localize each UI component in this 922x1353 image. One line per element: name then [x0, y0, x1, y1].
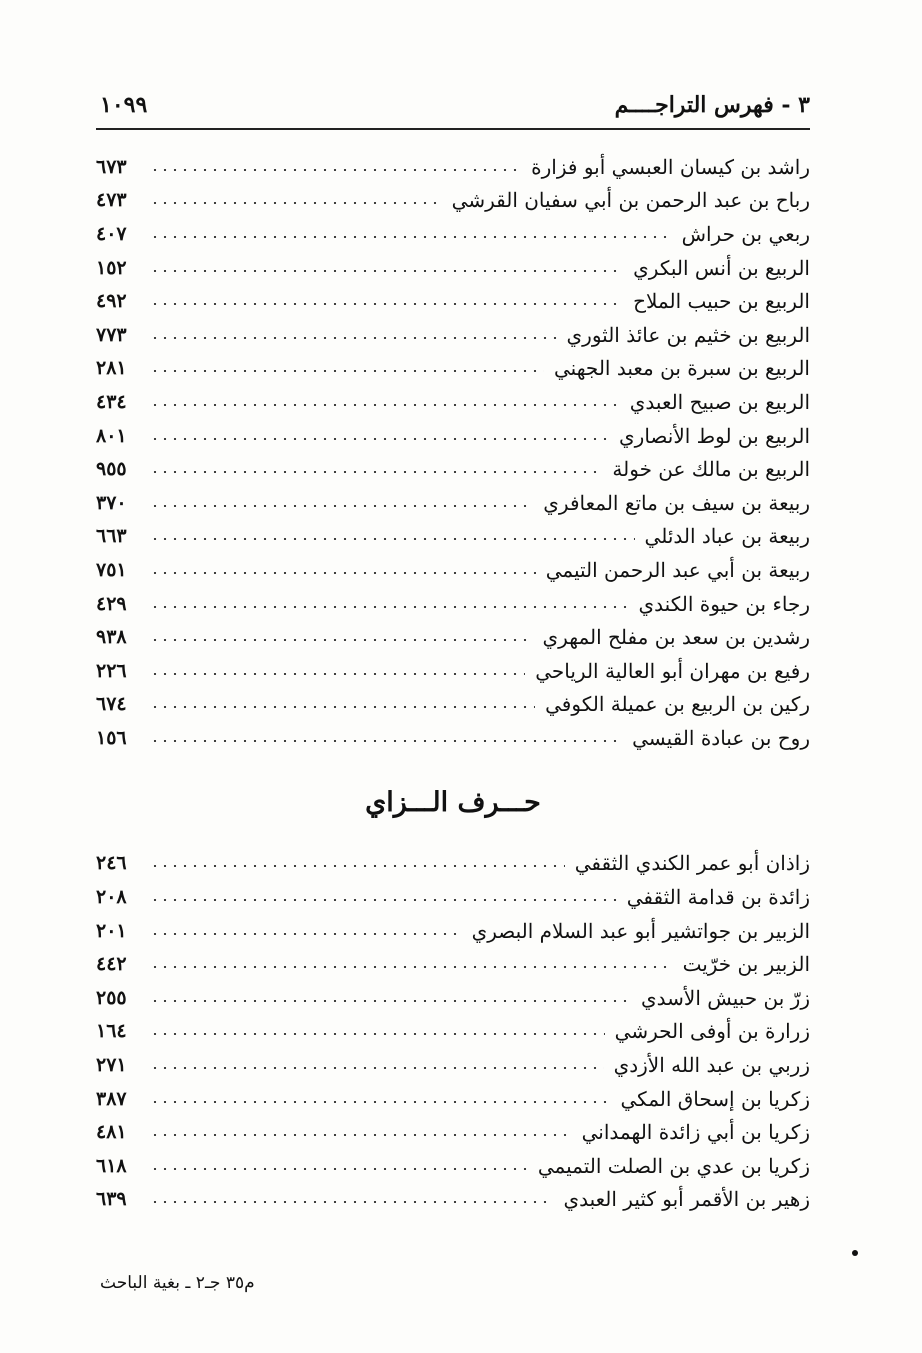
index-entry [96, 553, 810, 587]
entry-name: رباح بن عبد الرحمن بن أبي سفيان القرشي [451, 188, 810, 213]
entries-list-zay [96, 847, 810, 1217]
dot-leader [150, 865, 565, 867]
entries-list-ra [96, 150, 810, 755]
dot-leader [150, 1101, 610, 1103]
dot-leader [150, 1201, 553, 1203]
entry-page-number: ٣٧٠ [96, 491, 127, 514]
index-entry [96, 688, 810, 722]
dot-leader [150, 169, 521, 171]
entry-name: زكريا بن إسحاق المكي [620, 1086, 810, 1111]
dot-leader [150, 1033, 605, 1035]
entry-name: الزبير بن جواتشير أبو عبد السلام البصري [471, 918, 810, 943]
index-entry [96, 251, 810, 285]
dot-leader [150, 572, 536, 574]
dot-leader [150, 899, 617, 901]
dot-leader [150, 236, 672, 238]
entry-page-number: ٦٧٤ [96, 693, 127, 716]
entry-page-number: ٤٢٩ [96, 592, 127, 615]
entry-page-number: ٤٨١ [96, 1121, 127, 1144]
entry-name: الربيع بن أنس البكري [633, 255, 810, 280]
entry-page-number: ٤٧٣ [96, 189, 127, 212]
index-entry [96, 587, 810, 621]
entry-name: راشد بن كيسان العبسي أبو فزارة [531, 154, 810, 179]
entry-name: زهير بن الأقمر أبو كثير العبدي [563, 1187, 810, 1212]
entry-page-number: ٨٠١ [96, 424, 127, 447]
index-entry [96, 486, 810, 520]
index-entry [96, 1115, 810, 1149]
dot-leader [150, 706, 535, 708]
index-entry [96, 217, 810, 251]
index-entry [96, 452, 810, 486]
entry-name: رجاء بن حيوة الكندي [638, 591, 810, 616]
entry-page-number: ٣٨٧ [96, 1087, 127, 1110]
entry-name: زرّ بن حبيش الأسدي [641, 985, 810, 1010]
index-entry [96, 880, 810, 914]
index-entry [96, 1048, 810, 1082]
index-entry [96, 620, 810, 654]
dot-leader [150, 740, 622, 742]
footer-signature: م٣٥ جـ٢ ـ بغية الباحث [100, 1273, 255, 1293]
entry-page-number: ٦١٨ [96, 1154, 127, 1177]
index-page [96, 86, 810, 1316]
ink-speck [852, 1250, 858, 1256]
entry-page-number: ٦٣٩ [96, 1188, 127, 1211]
entry-page-number: ٦٦٣ [96, 525, 127, 548]
entry-name: زائدة بن قدامة الثقفي [626, 885, 810, 910]
index-entry [96, 318, 810, 352]
dot-leader [150, 1067, 604, 1069]
entry-name: ربعي بن حراش [681, 221, 810, 246]
entry-name: رفيع بن مهران أبو العالية الرياحي [535, 658, 810, 683]
index-entry [96, 654, 810, 688]
index-entry [96, 914, 810, 948]
index-entry [96, 1082, 810, 1116]
index-entry [96, 1183, 810, 1217]
entry-page-number: ١٥٦ [96, 726, 127, 749]
index-entry [96, 847, 810, 881]
index-entry [96, 419, 810, 453]
entry-page-number: ٢٥٥ [96, 986, 127, 1009]
dot-leader [150, 471, 602, 473]
index-entry [96, 520, 810, 554]
dot-leader [150, 404, 620, 406]
entry-page-number: ٢٠٨ [96, 886, 127, 909]
dot-leader [150, 606, 629, 608]
dot-leader [150, 370, 544, 372]
entry-page-number: ٢٢٦ [96, 659, 127, 682]
dot-leader [150, 538, 635, 540]
entry-name: ركين بن الربيع بن عميلة الكوفي [545, 692, 810, 717]
dot-leader [150, 1000, 631, 1002]
dot-leader [150, 1168, 528, 1170]
entry-page-number: ١٦٤ [96, 1020, 127, 1043]
running-title: ٣ - فهرس التراجــــم [614, 92, 810, 118]
entry-name: الربيع بن مالك عن خولة [612, 457, 810, 482]
entry-name: زكريا بن أبي زائدة الهمداني [581, 1120, 810, 1145]
entry-name: الربيع بن لوط الأنصاري [619, 423, 810, 448]
index-entry [96, 981, 810, 1015]
entry-page-number: ٩٥٥ [96, 458, 127, 481]
entry-page-number: ٤٣٤ [96, 390, 127, 413]
entry-page-number: ٤٠٧ [96, 222, 127, 245]
entry-page-number: ٢٠١ [96, 919, 127, 942]
index-entry [96, 947, 810, 981]
entry-name: ربيعة بن سيف بن ماتع المعافري [543, 490, 810, 515]
index-entry [96, 184, 810, 218]
entry-name: ربيعة بن أبي عبد الرحمن التيمي [545, 557, 810, 582]
index-entry [96, 352, 810, 386]
entry-page-number: ٤٩٢ [96, 290, 127, 313]
entry-name: الزبير بن خرّيت [682, 952, 810, 977]
entry-name: الربيع بن خثيم بن عائذ الثوري [566, 322, 810, 347]
entry-name: زرارة بن أوفى الحرشي [614, 1019, 810, 1044]
dot-leader [150, 438, 609, 440]
entry-page-number: ٢٤٦ [96, 852, 127, 875]
entry-page-number: ٢٧١ [96, 1054, 127, 1077]
entry-name: زاذان أبو عمر الكندي الثقفي [574, 851, 810, 876]
index-entry [96, 150, 810, 184]
dot-leader [150, 673, 525, 675]
section-heading-zay: حـــرف الـــزاي [365, 786, 541, 818]
entry-page-number: ١٥٢ [96, 256, 127, 279]
index-entry [96, 1149, 810, 1183]
index-entry [96, 721, 810, 755]
entry-name: زربي بن عبد الله الأزدي [613, 1053, 810, 1078]
entry-page-number: ٧٧٣ [96, 323, 127, 346]
entry-name: الربيع بن صبيح العبدي [629, 389, 810, 414]
entry-name: الربيع بن سبرة بن معبد الجهني [554, 356, 810, 381]
entry-name: روح بن عبادة القيسي [632, 725, 810, 750]
index-entry [96, 284, 810, 318]
dot-leader [150, 933, 462, 935]
entry-name: ربيعة بن عباد الدئلي [644, 524, 810, 549]
dot-leader [150, 639, 533, 641]
entry-name: زكريا بن عدي بن الصلت التميمي [537, 1153, 810, 1178]
dot-leader [150, 337, 557, 339]
page-number: ١٠٩٩ [100, 92, 148, 118]
index-entry [96, 1015, 810, 1049]
dot-leader [150, 270, 623, 272]
index-entry [96, 385, 810, 419]
entry-page-number: ٦٧٣ [96, 155, 127, 178]
dot-leader [150, 1134, 572, 1136]
running-header [96, 86, 810, 130]
entry-name: الربيع بن حبيب الملاح [633, 289, 810, 314]
entry-page-number: ٩٣٨ [96, 626, 127, 649]
dot-leader [150, 202, 442, 204]
dot-leader [150, 505, 533, 507]
entry-name: رشدين بن سعد بن مفلح المهري [542, 625, 810, 650]
entry-page-number: ٢٨١ [96, 357, 127, 380]
entry-page-number: ٤٤٢ [96, 953, 127, 976]
entry-page-number: ٧٥١ [96, 558, 127, 581]
dot-leader [150, 303, 623, 305]
dot-leader [150, 966, 673, 968]
